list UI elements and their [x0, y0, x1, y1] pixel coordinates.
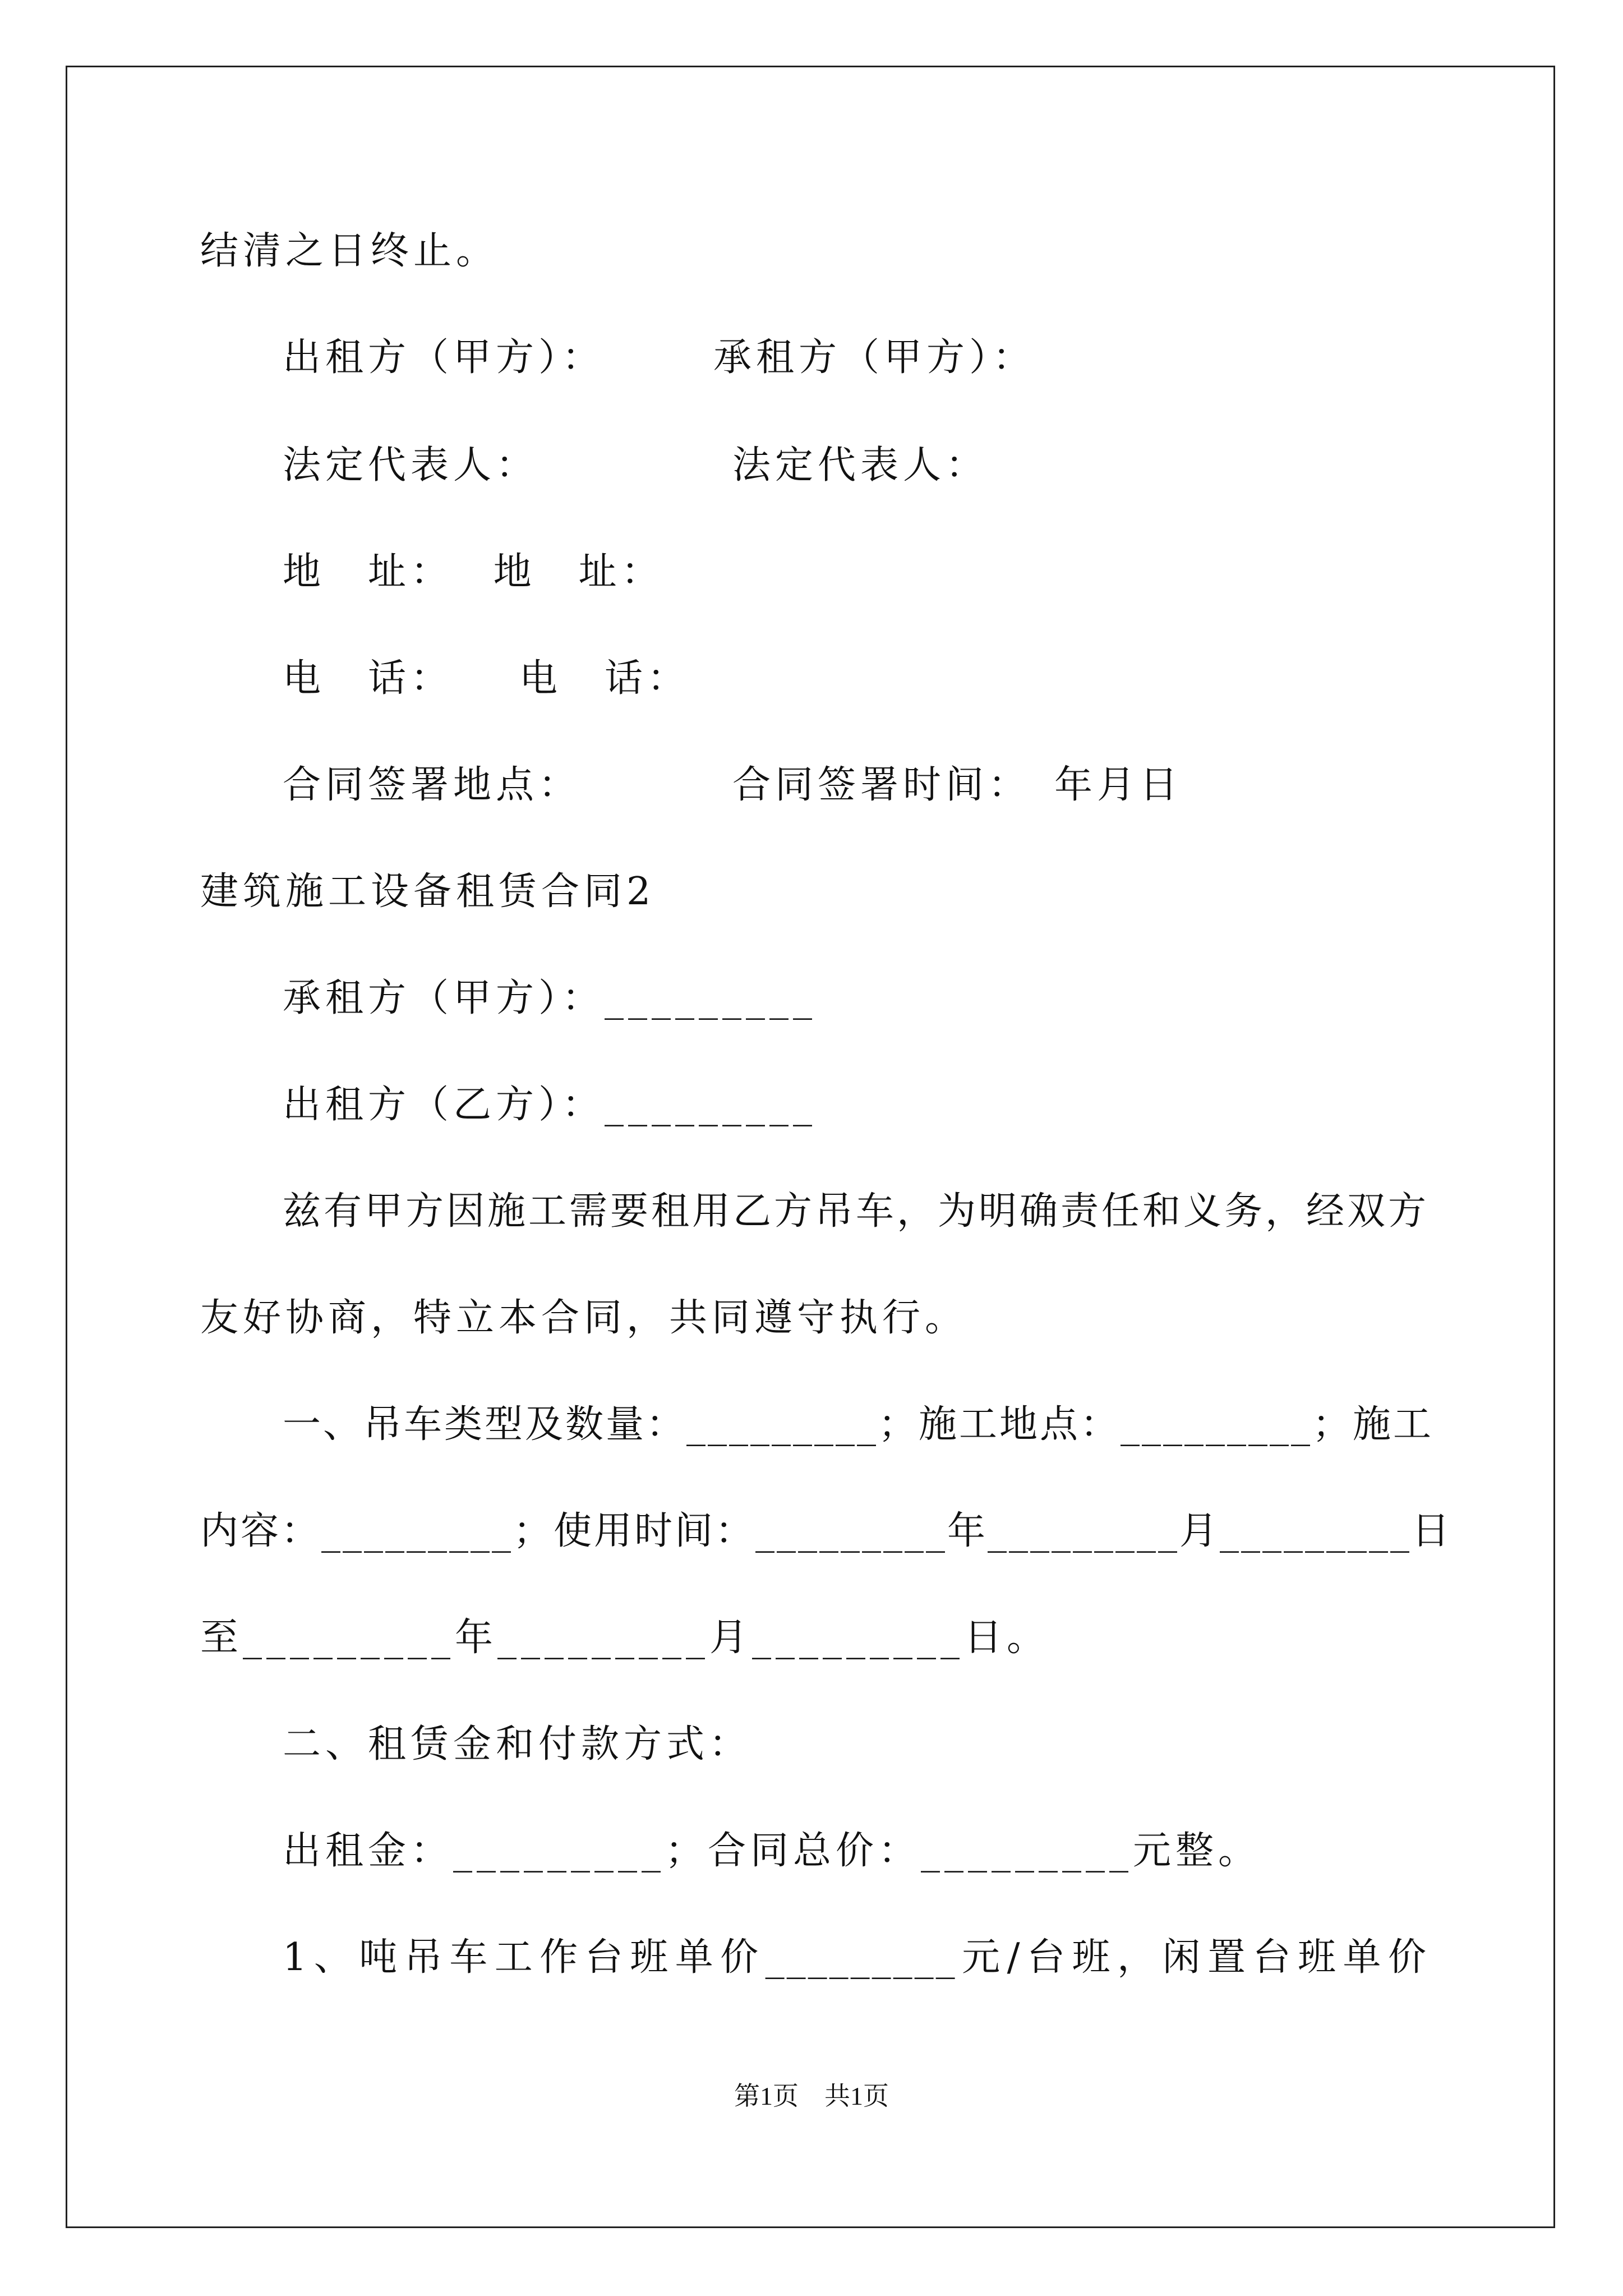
text-line-usage-time: 内容：_________；使用时间：_________年_________月_________日	[200, 1509, 1453, 1553]
text-line-legal-representatives: 法定代表人： 法定代表人：	[283, 443, 989, 487]
section-heading-contract-2: 建筑施工设备租赁合同2	[200, 869, 656, 914]
text-line-signing-place-time: 合同签署地点： 合同签署时间： 年月日	[283, 763, 1183, 807]
text-line-lessor-party-b: 出租方（乙方）：_________	[283, 1083, 817, 1127]
text-line-crane-type: 一、吊车类型及数量：_________；施工地点：_________；施工	[283, 1402, 1434, 1447]
text-line-lessor-lessee: 出租方（甲方）： 承租方（甲方）：	[283, 335, 1036, 380]
text-line-rent-payment-heading: 二、租赁金和付款方式：	[283, 1722, 752, 1766]
text-line-addresses: 地 址： 地 址：	[283, 550, 664, 594]
text-line-end-clause: 结清之日终止。	[200, 229, 499, 273]
text-line-unit-price: 1、吨吊车工作台班单价_________元/台班，闲置台班单价	[283, 1935, 1428, 1980]
text-line-lessee-party-a: 承租方（甲方）：_________	[283, 976, 817, 1020]
page-border	[66, 66, 1555, 2228]
text-line-preamble-2: 友好协商，特立本合同，共同遵守执行。	[200, 1296, 968, 1340]
text-line-rent-total: 出租金：_________；合同总价：_________元整。	[283, 1829, 1261, 1873]
text-line-preamble-1: 兹有甲方因施工需要租用乙方吊车，为明确责任和义务，经双方	[283, 1189, 1428, 1234]
page-number-footer: 第1页 共1页	[734, 2082, 889, 2110]
text-line-phones: 电 话： 电 话：	[283, 656, 690, 701]
text-line-usage-end: 至_________年_________月_________日。	[200, 1616, 1050, 1660]
